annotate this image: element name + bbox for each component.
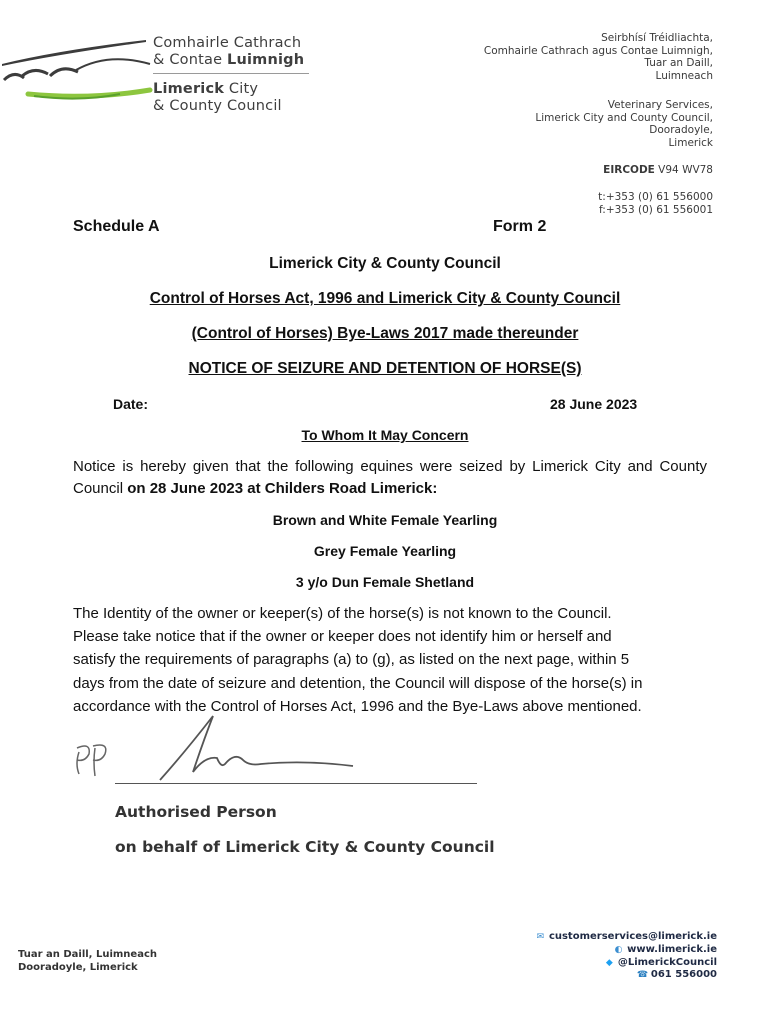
horse-item-2: Grey Female Yearling [313, 543, 457, 559]
council-logo-icon [0, 30, 160, 110]
footer-contacts [535, 931, 717, 982]
schedule-label: Schedule A [73, 218, 160, 235]
salutation: To Whom It May Concern [301, 427, 469, 443]
mail-icon: ✉ [536, 932, 545, 942]
logo-divider [153, 73, 309, 74]
behalf-of: on behalf of Limerick City & County Council [115, 838, 495, 856]
horse-item-3: 3 y/o Dun Female Shetland [295, 574, 475, 590]
date-label: Date: [113, 396, 149, 412]
footer-address: Tuar an Daill, Luimneach Dooradoyle, Limerick [18, 949, 157, 973]
phone-icon: ☎ [636, 970, 649, 981]
phone-fax: t:+353 (0) 61 556000 f:+353 (0) 61 556001 [598, 191, 713, 216]
disposal-notice: The Identity of the owner or keeper(s) of the horse(s) is not known to the Council. Please take notice that if the owner or keeper does not identify him or herself and satisfy the requirements of paragraphs (a) to (g), as listed on the next page, within 5 days from the date of seizure and detention, the Council will dispose of the horse(s) in accordance with the Control of Horses Act, 1996 and the Bye-Laws above mentioned. [73, 605, 643, 715]
web-icon: ◐ [614, 944, 623, 955]
logo-irish-line1: Comhairle Cathrach [153, 35, 302, 51]
date-value: 28 June 2023 [550, 396, 638, 412]
act-title-line1: Control of Horses Act, 1996 and Limerick City & County Council [149, 290, 621, 307]
logo-irish-line2: & Contae Luimnigh [153, 52, 305, 68]
horse-item-1: Brown and White Female Yearling [272, 512, 498, 528]
footer-phone: ☎ 061 556000 [636, 969, 717, 981]
notice-paragraph: Notice is hereby given that the following equines were seized by Limerick City and County Council on 28 June 2023 at Childers Road Limerick: [73, 458, 707, 497]
logo-english-line1: Limerick City [153, 81, 259, 97]
signature-line [115, 783, 477, 784]
act-title-line2: (Control of Horses) Bye-Laws 2017 made thereunder [191, 325, 579, 342]
logo-english-line2: & County Council [153, 98, 282, 114]
eircode: EIRCODE V94 WV78 [603, 164, 713, 176]
address-english: Veterinary Services, Limerick City and County Council, Dooradoyle, Limerick [535, 99, 713, 149]
handwritten-signature-icon [65, 712, 485, 792]
footer-email[interactable]: ✉ customerservices@limerick.ie [536, 931, 717, 942]
council-heading: Limerick City & County Council [269, 255, 501, 272]
authorised-person: Authorised Person [115, 803, 277, 821]
twitter-icon: ◆ [605, 957, 613, 968]
address-irish: Seirbhísí Tréidliachta, Comhairle Cathrach agus Contae Luimnigh, Tuar an Daill, Luimneach [483, 32, 713, 82]
footer-twitter[interactable]: ◆ @LimerickCouncil [535, 957, 717, 970]
notice-title: NOTICE OF SEIZURE AND DETENTION OF HORSE(S) [188, 360, 582, 377]
form-number: Form 2 [493, 218, 547, 235]
footer-website[interactable]: ◐ www.limerick.ie [614, 943, 717, 955]
